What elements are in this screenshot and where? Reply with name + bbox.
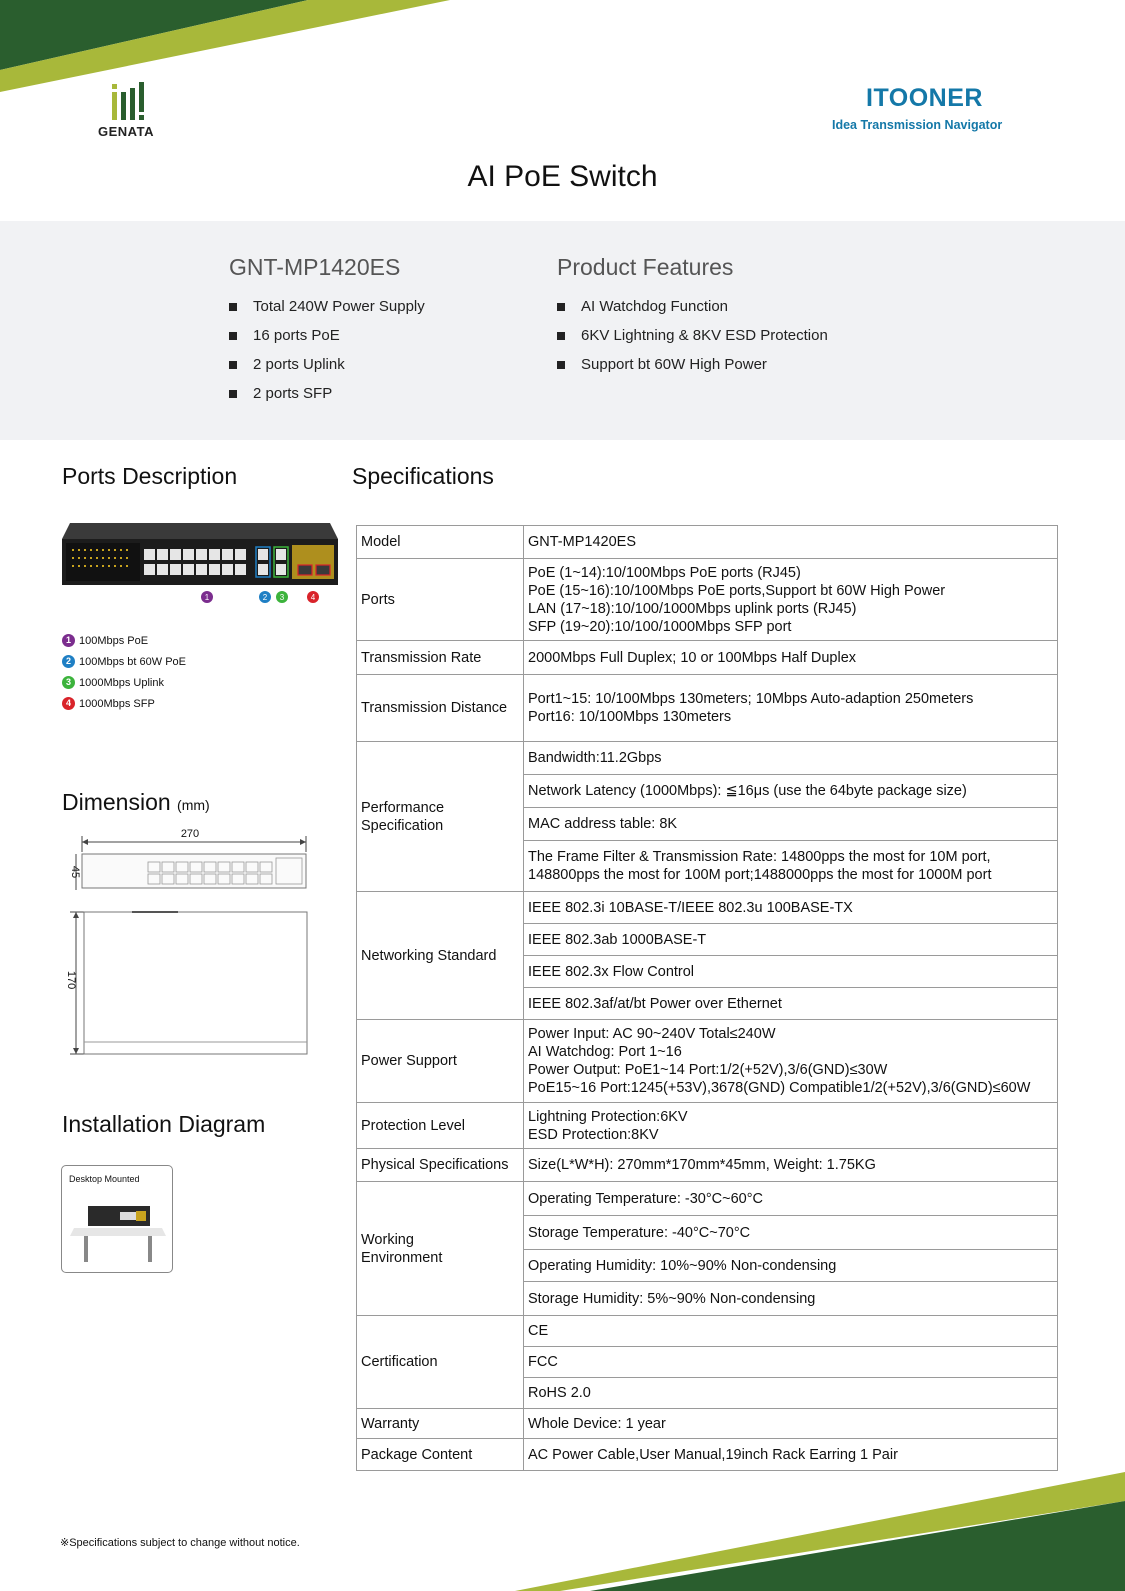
bullet-square-icon <box>557 303 565 311</box>
dimension-front-drawing <box>62 828 312 896</box>
legend-label: 1000Mbps SFP <box>79 698 155 710</box>
spec-label-environment: Working Environment <box>357 1182 524 1316</box>
spec-value-ports: PoE (1~14):10/100Mbps PoE ports (RJ45) PoE (15~16):10/100Mbps PoE ports,Support bt 60W High Power LAN (17~18):10/100/1000Mbps uplink ports (RJ45) SFP (19~20):10/100/1000Mbps SFP port <box>524 559 1058 641</box>
spec-label-rate: Transmission Rate <box>357 641 524 675</box>
genata-logo-mark <box>112 82 152 120</box>
spec-value-mac: MAC address table: 8K <box>524 808 1058 841</box>
dimension-width-label: 170 <box>65 970 77 990</box>
spec-value-cert-3: RoHS 2.0 <box>524 1378 1058 1409</box>
spec-value-cert-2: FCC <box>524 1347 1058 1378</box>
spec-label-warranty: Warranty <box>357 1409 524 1439</box>
spec-value-net-3: IEEE 802.3x Flow Control <box>524 956 1058 988</box>
features-heading: Product Features <box>557 254 734 280</box>
overview-band <box>0 221 1125 440</box>
spec-value-model: GNT-MP1420ES <box>524 526 1058 559</box>
legend-item <box>62 676 186 697</box>
svg-text:1: 1 <box>204 593 210 602</box>
spec-value-physical: Size(L*W*H): 270mm*170mm*45mm, Weight: 1.75KG <box>524 1149 1058 1182</box>
spec-label-model: Model <box>357 526 524 559</box>
spec-value-protection: Lightning Protection:6KV ESD Protection:8KV <box>524 1103 1058 1149</box>
list-item: Support bt 60W High Power <box>557 356 828 385</box>
table-row <box>357 1149 1058 1182</box>
spec-value-net-4: IEEE 802.3af/at/bt Power over Ethernet <box>524 988 1058 1020</box>
spec-value-warranty: Whole Device: 1 year <box>524 1409 1058 1439</box>
table-row <box>357 641 1058 675</box>
installation-caption: Desktop Mounted <box>69 1174 140 1184</box>
svg-text:4: 4 <box>310 593 316 602</box>
table-row <box>357 892 1058 924</box>
list-item: Total 240W Power Supply <box>229 298 425 327</box>
spec-label-package: Package Content <box>357 1439 524 1471</box>
legend-marker-3: 3 <box>62 676 75 689</box>
footnote: ※Specifications subject to change without notice. <box>60 1537 300 1549</box>
spec-value-package: AC Power Cable,User Manual,19inch Rack Earring 1 Pair <box>524 1439 1058 1471</box>
legend-marker-1: 1 <box>62 634 75 647</box>
legend-item <box>62 655 186 676</box>
switch-front-image <box>62 523 338 607</box>
legend-label: 100Mbps bt 60W PoE <box>79 656 187 668</box>
spec-value-net-2: IEEE 802.3ab 1000BASE-T <box>524 924 1058 956</box>
specifications-heading: Specifications <box>352 463 494 489</box>
spec-label-physical: Physical Specifications <box>357 1149 524 1182</box>
bullet-square-icon <box>229 361 237 369</box>
spec-value-env-4: Storage Humidity: 5%~90% Non-condensing <box>524 1282 1058 1316</box>
table-row <box>357 1409 1058 1439</box>
spec-label-protection: Protection Level <box>357 1103 524 1149</box>
bullet-square-icon <box>229 332 237 340</box>
bullet-square-icon <box>229 390 237 398</box>
legend-label: 1000Mbps Uplink <box>79 677 164 689</box>
spec-value-env-1: Operating Temperature: -30°C~60°C <box>524 1182 1058 1216</box>
spec-label-power: Power Support <box>357 1020 524 1103</box>
itooner-logo-text: ITOONER <box>866 84 983 112</box>
dimension-length-label: 270 <box>180 828 200 840</box>
table-row <box>357 1182 1058 1216</box>
list-item: 16 ports PoE <box>229 327 425 356</box>
table-row <box>357 1103 1058 1149</box>
installation-diagram <box>61 1165 173 1273</box>
bullet-square-icon <box>229 303 237 311</box>
bullet-square-icon <box>557 361 565 369</box>
specifications-table <box>356 525 1058 1471</box>
spec-label-certification: Certification <box>357 1316 524 1409</box>
desktop-mounted-illustration <box>70 1194 166 1264</box>
genata-logo-text: GENATA <box>98 124 154 139</box>
list-item: 2 ports SFP <box>229 385 425 414</box>
dimension-height-label: 45 <box>69 865 81 879</box>
legend-marker-2: 2 <box>62 655 75 668</box>
svg-text:3: 3 <box>279 593 285 602</box>
spec-label-networking: Networking Standard <box>357 892 524 1020</box>
spec-value-distance: Port1~15: 10/100Mbps 130meters; 10Mbps Auto-adaption 250meters Port16: 10/100Mbps 130meters <box>524 675 1058 742</box>
spec-value-latency: Network Latency (1000Mbps): ≦16μs (use the 64byte package size) <box>524 775 1058 808</box>
legend-item <box>62 634 186 655</box>
model-heading: GNT-MP1420ES <box>229 254 401 280</box>
spec-label-distance: Transmission Distance <box>357 675 524 742</box>
list-item: 2 ports Uplink <box>229 356 425 385</box>
ports-legend <box>62 634 186 718</box>
legend-item <box>62 697 186 718</box>
spec-value-cert-1: CE <box>524 1316 1058 1347</box>
list-item: AI Watchdog Function <box>557 298 828 327</box>
spec-value-env-2: Storage Temperature: -40°C~70°C <box>524 1216 1058 1250</box>
table-row <box>357 1439 1058 1471</box>
dimension-unit: (mm) <box>177 797 210 813</box>
spec-value-power: Power Input: AC 90~240V Total≤240W AI Watchdog: Port 1~16 Power Output: PoE1~14 Port:1/2(+52V),3/6(GND)≤30W PoE15~16 Port:1245(+53V),3678(GND) Compatible1/2(+52V),3/6(GND)≤60W <box>524 1020 1058 1103</box>
spec-label-ports: Ports <box>357 559 524 641</box>
ports-heading: Ports Description <box>62 463 238 489</box>
features-list <box>557 298 828 385</box>
table-row <box>357 559 1058 641</box>
table-row <box>357 1316 1058 1347</box>
legend-marker-4: 4 <box>62 697 75 710</box>
spec-value-net-1: IEEE 802.3i 10BASE-T/IEEE 802.3u 100BASE-TX <box>524 892 1058 924</box>
itooner-tagline: Idea Transmission Navigator <box>832 118 1003 132</box>
table-row <box>357 1020 1058 1103</box>
installation-heading: Installation Diagram <box>62 1111 266 1137</box>
legend-label: 100Mbps PoE <box>79 635 149 647</box>
list-item: 6KV Lightning & 8KV ESD Protection <box>557 327 828 356</box>
spec-label-performance: Performance Specification <box>357 742 524 892</box>
page-title: AI PoE Switch <box>467 160 658 193</box>
table-row <box>357 526 1058 559</box>
spec-value-env-3: Operating Humidity: 10%~90% Non-condensing <box>524 1250 1058 1282</box>
dimension-top-drawing <box>62 908 312 1058</box>
spec-value-bandwidth: Bandwidth:11.2Gbps <box>524 742 1058 775</box>
bullet-square-icon <box>557 332 565 340</box>
table-row <box>357 675 1058 742</box>
table-row <box>357 742 1058 775</box>
spec-value-rate: 2000Mbps Full Duplex; 10 or 100Mbps Half Duplex <box>524 641 1058 675</box>
svg-text:2: 2 <box>262 593 268 602</box>
dimension-heading: Dimension (mm) <box>62 789 210 815</box>
model-points-list <box>229 298 425 414</box>
spec-value-frame-filter: The Frame Filter & Transmission Rate: 14800pps the most for 10M port, 148800pps the most for 100M port;1488000pps the most for 1000M port <box>524 841 1058 892</box>
